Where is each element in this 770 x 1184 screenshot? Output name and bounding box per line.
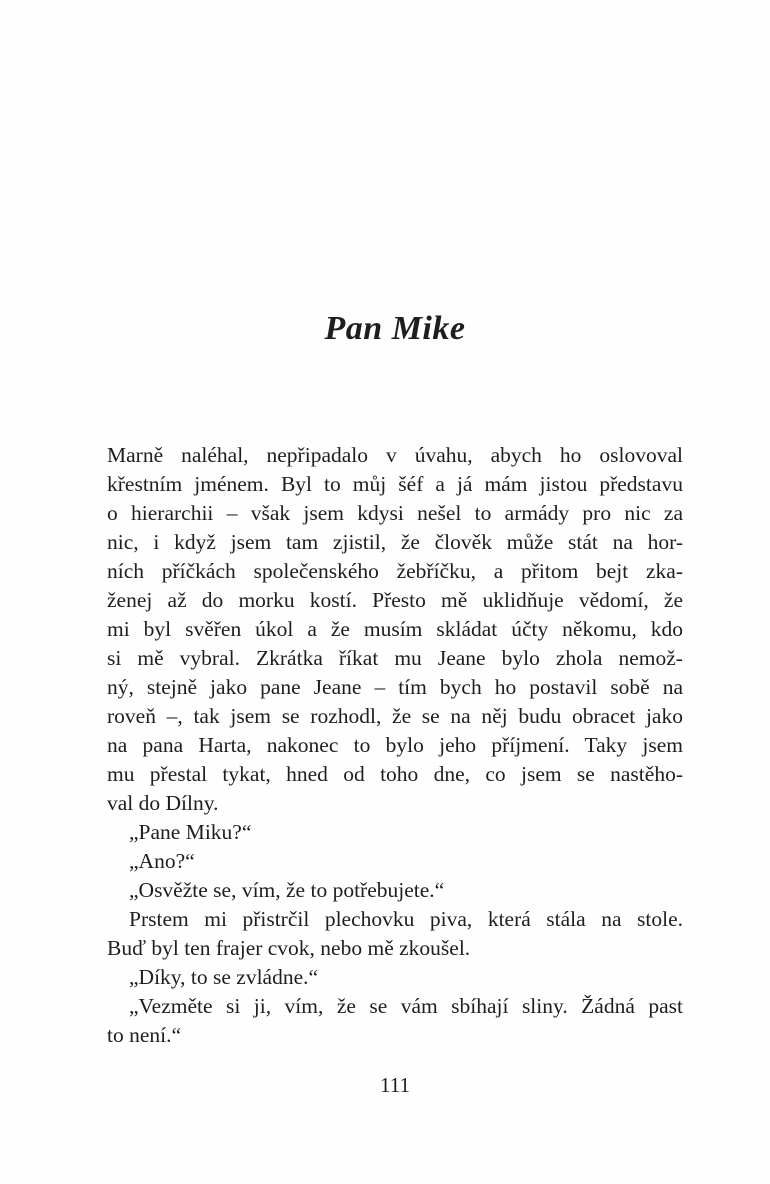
text-paragraph [107,963,683,992]
text-line: to není.“ [107,1023,182,1047]
text-paragraph [107,876,683,905]
text-line: roveň –, tak jsem se rozhodl, že se na něj budu obracet jako [107,704,683,728]
text-line: „Pane Miku?“ [129,820,252,844]
text-line: mi byl svěřen úkol a že musím skládat účty někomu, kdo [107,617,684,641]
text-paragraph [107,847,683,876]
chapter-title: Pan Mike [324,310,466,347]
text-line: mu přestal tykat, hned od toho dne, co jsem se nastěho- [107,762,683,786]
text-line: Buď byl ten frajer cvok, nebo mě zkoušel. [107,936,471,960]
text-line: ženej až do morku kostí. Přesto mě uklidňuje vědomí, že [107,588,684,612]
page-number: 111 [380,1073,410,1097]
text-line: val do Dílny. [107,791,219,815]
text-line: „Díky, to se zvládne.“ [129,965,319,989]
text-line: „Vezměte si ji, vím, že se vám sbíhají sliny. Žádná past [129,994,683,1018]
text-line: ních příčkách společenského žebříčku, a přitom bejt zka- [107,559,683,583]
text-line: „Osvěžte se, vím, že to potřebujete.“ [129,878,445,902]
text-line: na pana Harta, nakonec to bylo jeho příjmení. Taky jsem [107,733,683,757]
text-line: „Ano?“ [129,849,195,873]
text-paragraph [107,818,683,847]
text-line: křestním jménem. Byl to můj šéf a já mám jistou představu [107,472,683,496]
text-line: o hierarchii – však jsem kdysi nešel to armády pro nic za [107,501,683,525]
text-line: Marně naléhal, nepřipadalo v úvahu, abych ho oslovoval [107,443,683,467]
body-text [107,441,683,1050]
text-line: nic, i když jsem tam zjistil, že člověk může stát na hor- [107,530,683,554]
text-paragraph [107,905,683,963]
text-paragraph [107,441,683,818]
text-paragraph [107,992,683,1050]
text-line: ný, stejně jako pane Jeane – tím bych ho postavil sobě na [107,675,684,699]
text-line: si mě vybral. Zkrátka říkat mu Jeane bylo zhola nemož- [107,646,683,670]
text-line: Prstem mi přistrčil plechovku piva, která stála na stole. [129,907,684,931]
